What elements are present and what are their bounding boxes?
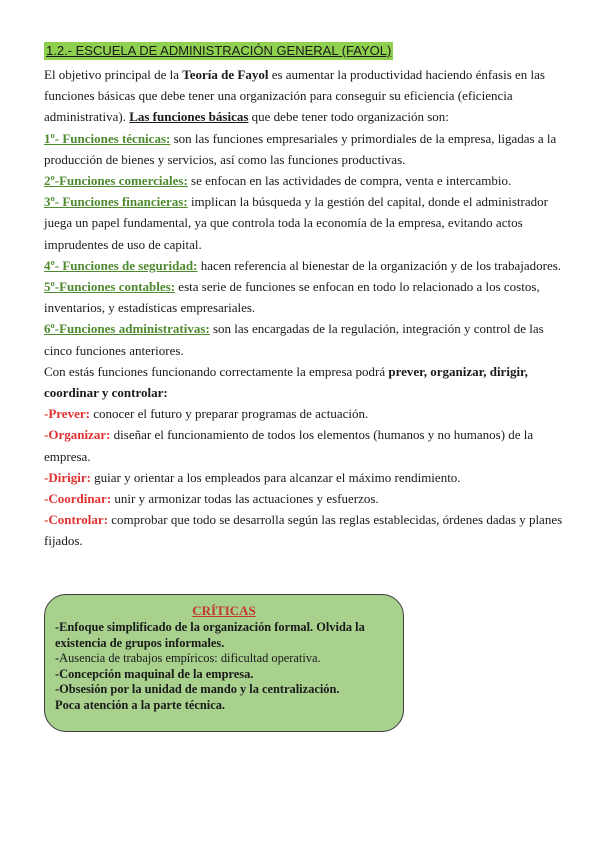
action-item bbox=[44, 403, 564, 424]
function-item bbox=[44, 255, 564, 276]
function-item bbox=[44, 170, 564, 191]
criticas-item: Poca atención a la parte técnica. bbox=[55, 697, 225, 712]
intro-text: El objetivo principal de la bbox=[44, 67, 183, 82]
intro-text: que debe tener todo organización son: bbox=[248, 109, 449, 125]
function-text: esta serie de funciones se enfocan en todo lo relacionado a los costos, inventarios, y estadísticas empresariales. bbox=[44, 279, 540, 316]
function-label: 2º-Funciones comerciales: bbox=[44, 173, 188, 189]
action-label: -Dirigir: bbox=[44, 469, 91, 485]
function-label: 5º-Funciones contables: bbox=[44, 279, 176, 295]
summary-paragraph bbox=[44, 361, 564, 403]
function-item bbox=[44, 191, 564, 255]
criticas-item: -Obsesión por la unidad de mando y la centralización. bbox=[55, 682, 340, 696]
function-text: implican la búsqueda y la gestión del capital, donde el administrador juega un papel fundamental, ya que controla toda la economía de la empresa, evitando actos imprudentes de uso de capital. bbox=[44, 194, 548, 252]
criticas-box bbox=[44, 594, 404, 732]
criticas-title: CRÍTICAS bbox=[192, 603, 256, 618]
action-text: comprobar que todo se desarrolla según las reglas establecidas, órdenes dadas y planes fijados. bbox=[44, 512, 563, 549]
action-label: -Controlar: bbox=[44, 512, 109, 528]
criticas-item: -Ausencia de trabajos empíricos: dificultad operativa. bbox=[55, 651, 321, 665]
action-text: unir y armonizar todas las actuaciones y esfuerzos. bbox=[111, 491, 379, 507]
action-text: conocer el futuro y preparar programas de actuación. bbox=[89, 406, 369, 422]
action-item bbox=[44, 424, 564, 466]
function-text: son las funciones empresariales y primordiales de la empresa, ligadas a la producción de bienes y servicios, así como las funciones productivas. bbox=[44, 130, 557, 167]
section-heading: 1.2.- ESCUELA DE ADMINISTRACIÓN GENERAL (FAYOL) bbox=[46, 43, 392, 58]
function-item bbox=[44, 318, 564, 360]
function-label: 4º- Funciones de seguridad: bbox=[44, 257, 198, 273]
action-item bbox=[44, 488, 564, 509]
action-label: -Prever: bbox=[44, 406, 90, 422]
criticas-item: -Concepción maquinal de la empresa. bbox=[55, 666, 254, 681]
function-text: son las encargadas de la regulación, integración y control de las cinco funciones anteriores. bbox=[44, 321, 544, 358]
function-item bbox=[44, 276, 564, 318]
summary-bold-text: prever, organizar, dirigir, coordinar y controlar: bbox=[44, 363, 528, 401]
function-item bbox=[44, 128, 564, 170]
function-label: 6º-Funciones administrativas: bbox=[44, 321, 210, 337]
function-label: 3º- Funciones financieras: bbox=[44, 194, 188, 210]
criticas-item-text: -Enfoque simplificado de la organización formal. Olvida la existencia de grupos informales bbox=[55, 620, 365, 650]
action-item bbox=[44, 509, 564, 551]
intro-paragraph bbox=[44, 64, 564, 128]
document-content bbox=[44, 40, 564, 552]
action-text: guiar y orientar a los empleados para alcanzar el máximo rendimiento. bbox=[90, 469, 461, 485]
intro-text: es aumentar la productividad haciendo énfasis en las funciones básicas que debe tener una organización para conseguir su eficiencia (eficiencia administrativa). bbox=[44, 67, 545, 125]
summary-text: Con estás funciones funcionando correctamente la empresa podrá bbox=[44, 363, 389, 379]
intro-bold-term: Teoría de Fayol bbox=[182, 67, 269, 82]
criticas-item bbox=[55, 620, 393, 651]
function-text: se enfocan en las actividades de compra, venta e intercambio. bbox=[187, 173, 512, 189]
intro-underlined-term: Las funciones básicas bbox=[129, 109, 249, 125]
action-text: diseñar el funcionamiento de todos los elementos (humanos y no humanos) de la empresa. bbox=[44, 427, 534, 464]
action-item bbox=[44, 467, 564, 488]
function-text: hacen referencia al bienestar de la organización y de los trabajadores. bbox=[197, 257, 562, 273]
criticas-item-text: . bbox=[221, 635, 225, 650]
action-label: -Coordinar: bbox=[44, 491, 112, 507]
function-label: 1º- Funciones técnicas: bbox=[44, 130, 171, 146]
action-label: -Organizar: bbox=[44, 427, 111, 443]
